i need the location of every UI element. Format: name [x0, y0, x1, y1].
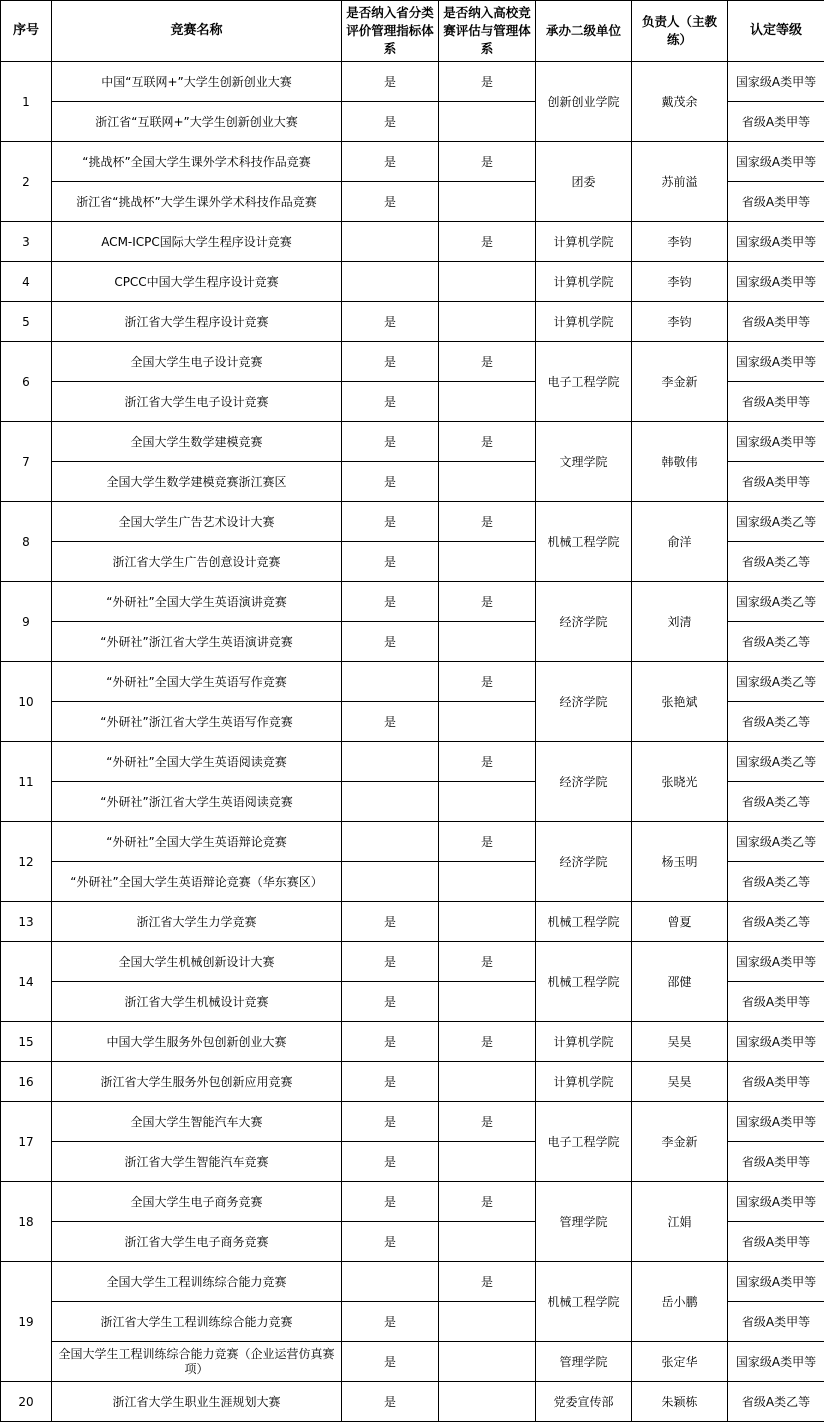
- competition-name: 浙江省大学生程序设计竞赛: [52, 302, 342, 342]
- header-provincial: 是否纳入省分类评价管理指标体系: [342, 1, 439, 62]
- header-leader: 负责人（主教练）: [632, 1, 728, 62]
- row-number: 4: [1, 262, 52, 302]
- competition-name: “外研社”全国大学生英语阅读竞赛: [52, 742, 342, 782]
- level: 省级A类甲等: [728, 1062, 824, 1102]
- leader: 江娟: [632, 1182, 728, 1262]
- provincial-flag: [342, 262, 439, 302]
- provincial-flag: 是: [342, 982, 439, 1022]
- provincial-flag: 是: [342, 1222, 439, 1262]
- level: 省级A类甲等: [728, 382, 824, 422]
- provincial-flag: 是: [342, 1302, 439, 1342]
- competition-name: “外研社”全国大学生英语辩论竞赛（华东赛区）: [52, 862, 342, 902]
- leader: 李钧: [632, 222, 728, 262]
- provincial-flag: 是: [342, 142, 439, 182]
- competition-name: “外研社”全国大学生英语辩论竞赛: [52, 822, 342, 862]
- row-number: 13: [1, 902, 52, 942]
- provincial-flag: 是: [342, 502, 439, 542]
- table-row: [1, 662, 824, 702]
- competition-name: 全国大学生机械创新设计大赛: [52, 942, 342, 982]
- competition-name: “挑战杯”全国大学生课外学术科技作品竞赛: [52, 142, 342, 182]
- provincial-flag: 是: [342, 422, 439, 462]
- host-unit: 管理学院: [536, 1342, 632, 1382]
- header-level: 认定等级: [728, 1, 824, 62]
- competition-name: 全国大学生工程训练综合能力竞赛: [52, 1262, 342, 1302]
- competition-name: “外研社”浙江省大学生英语阅读竞赛: [52, 782, 342, 822]
- table-row: [1, 142, 824, 182]
- row-number: 10: [1, 662, 52, 742]
- competition-name: 浙江省大学生电子设计竞赛: [52, 382, 342, 422]
- table-row: [1, 1062, 824, 1102]
- level: 国家级A类乙等: [728, 742, 824, 782]
- table-row: [1, 1382, 824, 1422]
- university-flag: 是: [439, 822, 536, 862]
- level: 省级A类乙等: [728, 782, 824, 822]
- host-unit: 党委宣传部: [536, 1382, 632, 1422]
- university-flag: 是: [439, 62, 536, 102]
- competition-name: 全国大学生工程训练综合能力竞赛（企业运营仿真赛项）: [52, 1342, 342, 1382]
- host-unit: 电子工程学院: [536, 342, 632, 422]
- table-row: [1, 942, 824, 982]
- university-flag: [439, 622, 536, 662]
- provincial-flag: 是: [342, 1142, 439, 1182]
- table-row: [1, 222, 824, 262]
- university-flag: [439, 182, 536, 222]
- leader: 李金新: [632, 342, 728, 422]
- leader: 杨玉明: [632, 822, 728, 902]
- university-flag: [439, 382, 536, 422]
- university-flag: [439, 302, 536, 342]
- table-row: [1, 1022, 824, 1062]
- competition-name: 浙江省大学生工程训练综合能力竞赛: [52, 1302, 342, 1342]
- host-unit: 计算机学院: [536, 262, 632, 302]
- table-row: [1, 1182, 824, 1222]
- university-flag: 是: [439, 1102, 536, 1142]
- leader: 曾夏: [632, 902, 728, 942]
- row-number: 11: [1, 742, 52, 822]
- table-row: [1, 262, 824, 302]
- university-flag: [439, 1382, 536, 1422]
- level: 国家级A类甲等: [728, 262, 824, 302]
- competition-name: 浙江省“挑战杯”大学生课外学术科技作品竞赛: [52, 182, 342, 222]
- table-row: [1, 822, 824, 862]
- provincial-flag: 是: [342, 942, 439, 982]
- host-unit: 经济学院: [536, 822, 632, 902]
- level: 省级A类乙等: [728, 1382, 824, 1422]
- university-flag: [439, 1222, 536, 1262]
- host-unit: 计算机学院: [536, 302, 632, 342]
- host-unit: 电子工程学院: [536, 1102, 632, 1182]
- university-flag: [439, 1342, 536, 1382]
- table-row: [1, 902, 824, 942]
- university-flag: 是: [439, 1262, 536, 1302]
- header-unit: 承办二级单位: [536, 1, 632, 62]
- competition-name: 全国大学生智能汽车大赛: [52, 1102, 342, 1142]
- provincial-flag: 是: [342, 382, 439, 422]
- university-flag: 是: [439, 142, 536, 182]
- level: 国家级A类甲等: [728, 62, 824, 102]
- university-flag: [439, 1302, 536, 1342]
- competition-name: 浙江省大学生力学竞赛: [52, 902, 342, 942]
- row-number: 8: [1, 502, 52, 582]
- provincial-flag: 是: [342, 702, 439, 742]
- university-flag: [439, 1062, 536, 1102]
- table-row: [1, 422, 824, 462]
- university-flag: 是: [439, 582, 536, 622]
- level: 国家级A类乙等: [728, 662, 824, 702]
- host-unit: 计算机学院: [536, 222, 632, 262]
- row-number: 19: [1, 1262, 52, 1382]
- header-no: 序号: [1, 1, 52, 62]
- competition-name: CPCC中国大学生程序设计竞赛: [52, 262, 342, 302]
- host-unit: 经济学院: [536, 742, 632, 822]
- level: 国家级A类甲等: [728, 142, 824, 182]
- competition-name: 浙江省大学生电子商务竞赛: [52, 1222, 342, 1262]
- university-flag: 是: [439, 342, 536, 382]
- row-number: 12: [1, 822, 52, 902]
- level: 省级A类甲等: [728, 182, 824, 222]
- university-flag: [439, 982, 536, 1022]
- level: 省级A类甲等: [728, 982, 824, 1022]
- provincial-flag: [342, 822, 439, 862]
- row-number: 17: [1, 1102, 52, 1182]
- leader: 韩敬伟: [632, 422, 728, 502]
- university-flag: 是: [439, 942, 536, 982]
- level: 省级A类乙等: [728, 622, 824, 662]
- row-number: 1: [1, 62, 52, 142]
- university-flag: [439, 782, 536, 822]
- level: 国家级A类甲等: [728, 222, 824, 262]
- header-row: [1, 1, 824, 62]
- competition-name: 全国大学生电子设计竞赛: [52, 342, 342, 382]
- row-number: 7: [1, 422, 52, 502]
- university-flag: [439, 862, 536, 902]
- competition-name: 全国大学生电子商务竞赛: [52, 1182, 342, 1222]
- university-flag: 是: [439, 222, 536, 262]
- header-name: 竞赛名称: [52, 1, 342, 62]
- level: 省级A类甲等: [728, 1302, 824, 1342]
- row-number: 6: [1, 342, 52, 422]
- provincial-flag: 是: [342, 1062, 439, 1102]
- university-flag: [439, 1142, 536, 1182]
- provincial-flag: 是: [342, 302, 439, 342]
- provincial-flag: 是: [342, 1182, 439, 1222]
- provincial-flag: [342, 782, 439, 822]
- row-number: 9: [1, 582, 52, 662]
- competition-name: 浙江省大学生职业生涯规划大赛: [52, 1382, 342, 1422]
- table-row: [1, 62, 824, 102]
- host-unit: 机械工程学院: [536, 502, 632, 582]
- competition-name: “外研社”全国大学生英语演讲竞赛: [52, 582, 342, 622]
- table-row: [1, 1262, 824, 1302]
- university-flag: 是: [439, 742, 536, 782]
- row-number: 2: [1, 142, 52, 222]
- row-number: 3: [1, 222, 52, 262]
- host-unit: 文理学院: [536, 422, 632, 502]
- provincial-flag: 是: [342, 542, 439, 582]
- provincial-flag: 是: [342, 62, 439, 102]
- host-unit: 创新创业学院: [536, 62, 632, 142]
- leader: 张晓光: [632, 742, 728, 822]
- leader: 张定华: [632, 1342, 728, 1382]
- competition-name: “外研社”浙江省大学生英语写作竞赛: [52, 702, 342, 742]
- level: 省级A类乙等: [728, 862, 824, 902]
- leader: 戴茂余: [632, 62, 728, 142]
- host-unit: 计算机学院: [536, 1062, 632, 1102]
- provincial-flag: 是: [342, 902, 439, 942]
- table-row: [1, 742, 824, 782]
- competition-name: 全国大学生广告艺术设计大赛: [52, 502, 342, 542]
- row-number: 18: [1, 1182, 52, 1262]
- table-row: [1, 302, 824, 342]
- row-number: 14: [1, 942, 52, 1022]
- university-flag: 是: [439, 1182, 536, 1222]
- university-flag: 是: [439, 422, 536, 462]
- competition-name: 全国大学生数学建模竞赛浙江赛区: [52, 462, 342, 502]
- level: 国家级A类甲等: [728, 1022, 824, 1062]
- leader: 岳小鹏: [632, 1262, 728, 1342]
- competition-name: 浙江省“互联网+”大学生创新创业大赛: [52, 102, 342, 142]
- competition-name: 浙江省大学生机械设计竞赛: [52, 982, 342, 1022]
- university-flag: [439, 542, 536, 582]
- table-row: [1, 1342, 824, 1382]
- provincial-flag: 是: [342, 622, 439, 662]
- level: 省级A类甲等: [728, 1222, 824, 1262]
- competition-name: 浙江省大学生服务外包创新应用竞赛: [52, 1062, 342, 1102]
- competition-name: 全国大学生数学建模竞赛: [52, 422, 342, 462]
- leader: 李钧: [632, 302, 728, 342]
- level: 国家级A类甲等: [728, 942, 824, 982]
- level: 省级A类甲等: [728, 102, 824, 142]
- level: 省级A类乙等: [728, 902, 824, 942]
- university-flag: 是: [439, 662, 536, 702]
- leader: 邵健: [632, 942, 728, 1022]
- leader: 刘清: [632, 582, 728, 662]
- leader: 吴昊: [632, 1062, 728, 1102]
- competition-name: 中国“互联网+”大学生创新创业大赛: [52, 62, 342, 102]
- host-unit: 机械工程学院: [536, 902, 632, 942]
- competition-name: 中国大学生服务外包创新创业大赛: [52, 1022, 342, 1062]
- provincial-flag: [342, 742, 439, 782]
- university-flag: [439, 262, 536, 302]
- table-row: [1, 502, 824, 542]
- provincial-flag: 是: [342, 1022, 439, 1062]
- university-flag: [439, 102, 536, 142]
- university-flag: [439, 902, 536, 942]
- competition-name: “外研社”全国大学生英语写作竞赛: [52, 662, 342, 702]
- university-flag: 是: [439, 1022, 536, 1062]
- host-unit: 机械工程学院: [536, 1262, 632, 1342]
- level: 国家级A类甲等: [728, 1182, 824, 1222]
- competition-name: 浙江省大学生智能汽车竞赛: [52, 1142, 342, 1182]
- provincial-flag: 是: [342, 182, 439, 222]
- level: 国家级A类乙等: [728, 502, 824, 542]
- level: 国家级A类甲等: [728, 1342, 824, 1382]
- host-unit: 计算机学院: [536, 1022, 632, 1062]
- leader: 朱颖栋: [632, 1382, 728, 1422]
- university-flag: [439, 702, 536, 742]
- university-flag: 是: [439, 502, 536, 542]
- host-unit: 经济学院: [536, 582, 632, 662]
- level: 省级A类甲等: [728, 302, 824, 342]
- leader: 李金新: [632, 1102, 728, 1182]
- provincial-flag: 是: [342, 102, 439, 142]
- provincial-flag: 是: [342, 1382, 439, 1422]
- provincial-flag: 是: [342, 1102, 439, 1142]
- level: 国家级A类甲等: [728, 1102, 824, 1142]
- table-row: [1, 582, 824, 622]
- level: 省级A类乙等: [728, 542, 824, 582]
- row-number: 15: [1, 1022, 52, 1062]
- university-flag: [439, 462, 536, 502]
- level: 省级A类甲等: [728, 462, 824, 502]
- provincial-flag: [342, 662, 439, 702]
- row-number: 20: [1, 1382, 52, 1422]
- row-number: 5: [1, 302, 52, 342]
- provincial-flag: 是: [342, 342, 439, 382]
- leader: 李钧: [632, 262, 728, 302]
- provincial-flag: [342, 222, 439, 262]
- provincial-flag: 是: [342, 582, 439, 622]
- header-university: 是否纳入高校竞赛评估与管理体系: [439, 1, 536, 62]
- table-row: [1, 342, 824, 382]
- provincial-flag: 是: [342, 462, 439, 502]
- leader: 张艳斌: [632, 662, 728, 742]
- competition-name: ACM-ICPC国际大学生程序设计竞赛: [52, 222, 342, 262]
- host-unit: 团委: [536, 142, 632, 222]
- host-unit: 机械工程学院: [536, 942, 632, 1022]
- table-row: [1, 1102, 824, 1142]
- level: 省级A类甲等: [728, 1142, 824, 1182]
- host-unit: 经济学院: [536, 662, 632, 742]
- level: 国家级A类甲等: [728, 342, 824, 382]
- level: 省级A类乙等: [728, 702, 824, 742]
- level: 国家级A类甲等: [728, 422, 824, 462]
- provincial-flag: [342, 1262, 439, 1302]
- competition-name: “外研社”浙江省大学生英语演讲竞赛: [52, 622, 342, 662]
- leader: 吴昊: [632, 1022, 728, 1062]
- host-unit: 管理学院: [536, 1182, 632, 1262]
- leader: 苏前溢: [632, 142, 728, 222]
- level: 国家级A类甲等: [728, 1262, 824, 1302]
- provincial-flag: [342, 862, 439, 902]
- level: 国家级A类乙等: [728, 822, 824, 862]
- level: 国家级A类乙等: [728, 582, 824, 622]
- row-number: 16: [1, 1062, 52, 1102]
- provincial-flag: 是: [342, 1342, 439, 1382]
- leader: 俞洋: [632, 502, 728, 582]
- competition-name: 浙江省大学生广告创意设计竞赛: [52, 542, 342, 582]
